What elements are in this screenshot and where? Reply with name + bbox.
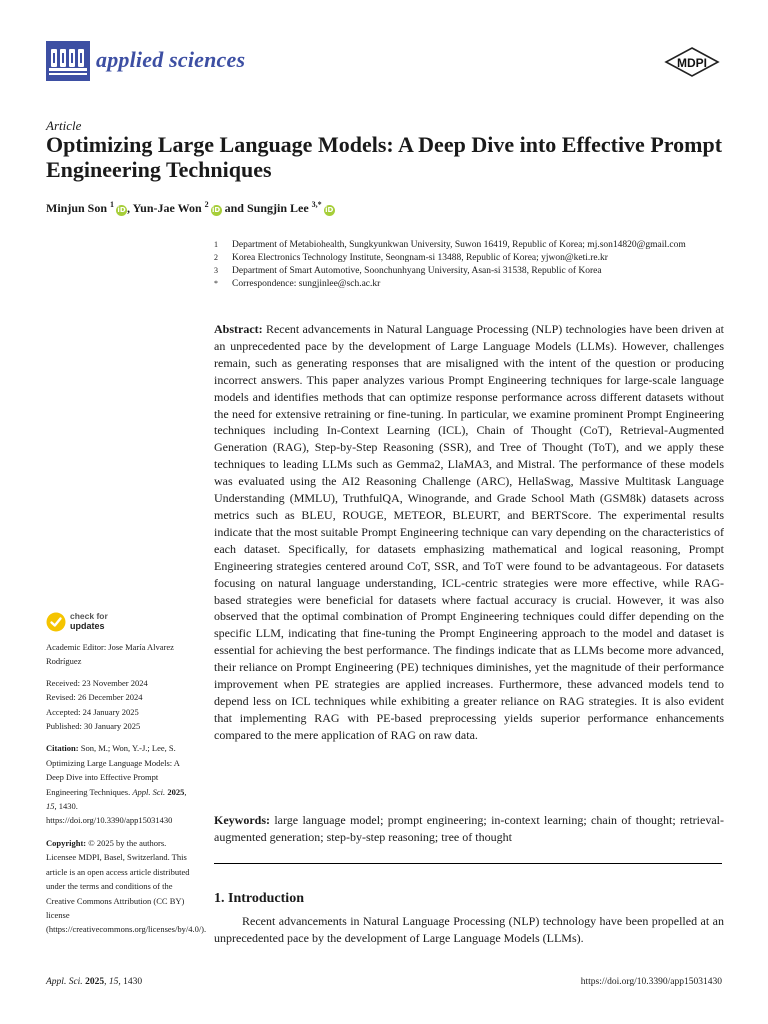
affiliations <box>214 239 724 291</box>
affiliation-text: Korea Electronics Technology Institute, Seongnam-si 13488, Republic of Korea; yjwon@keti.re.kr <box>232 253 608 263</box>
section-divider <box>214 863 722 864</box>
affiliation-mark: 1 <box>214 240 218 249</box>
article-title: Optimizing Large Language Models: A Deep Dive into Effective Prompt Engineering Techniques <box>46 132 723 182</box>
author-separator: and <box>221 201 247 215</box>
check-updates-icon <box>46 612 66 632</box>
affiliation-item <box>214 278 724 291</box>
citation-text: Son, M.; Won, Y.-J.; Lee, S. Optimizing Large Language Models: A Deep Dive into Effective Prompt Engineering Techniques. <box>46 743 180 797</box>
section-body: Recent advancements in Natural Language Processing (NLP) technology have been propelled at an unprecedented pace by the development of Large Language Models (LLMs). <box>214 914 724 945</box>
academic-editor: Academic Editor: Jose María Alvarez Rodríguez <box>46 642 174 667</box>
section-heading: 1. Introduction <box>214 891 304 906</box>
citation-volume: 15 <box>46 801 55 812</box>
journal-name[interactable]: applied sciences <box>96 47 246 72</box>
affiliation-item <box>214 239 724 252</box>
author-list <box>46 200 335 216</box>
footer-doi-link[interactable]: https://doi.org/10.3390/app15031430 <box>580 977 722 987</box>
citation-doi[interactable]: , 1430. https://doi.org/10.3390/app15031430 <box>46 801 173 826</box>
citation-year: 2025 <box>167 786 185 797</box>
orcid-icon[interactable]: iD <box>212 206 221 214</box>
article-type: Article <box>46 118 82 133</box>
author-name: Sungjin Lee <box>246 201 309 215</box>
footer-article: , 1430 <box>118 977 143 987</box>
author-separator: , <box>127 201 133 215</box>
affiliation-text: Correspondence: sungjinlee@sch.ac.kr <box>232 279 381 289</box>
affiliation-mark: 3 <box>214 266 218 275</box>
citation-journal: Appl. Sci. <box>132 786 166 797</box>
orcid-icon[interactable]: iD <box>325 206 334 214</box>
citation: Citation: Son, M.; Won, Y.-J.; Lee, S. Optimizing Large Language Models: A Deep Dive into Effective Prompt Engineering Techniques. Appl. Sci. 2025, 15, 1430. https://doi.org/10.3390/app15031430 <box>46 743 187 826</box>
copyright-label: Copyright: <box>46 837 87 848</box>
affiliation-mark: * <box>214 279 218 288</box>
mdpi-logo-icon[interactable] <box>662 46 722 80</box>
published-date: Published: 30 January 2025 <box>46 721 141 732</box>
keywords-text: large language model; prompt engineering; in-context learning; chain of thought; retrieval-augmented generation; step-by-step reasoning; tree of thought <box>214 813 724 844</box>
journal-logo-icon <box>46 41 90 81</box>
footer-journal: Appl. Sci. <box>46 977 83 987</box>
abstract <box>214 321 724 744</box>
affiliation-text: Department of Smart Automotive, Soonchunhyang University, Asan-si 31538, Republic of Korea <box>232 266 602 276</box>
author-affiliation-mark: 3,* <box>311 200 322 209</box>
affiliation-item <box>214 265 724 278</box>
footer-citation: Appl. Sci. 2025, 15, 1430 <box>46 977 143 987</box>
accepted-date: Accepted: 24 January 2025 <box>46 706 139 717</box>
orcid-icon[interactable]: iD <box>117 206 126 214</box>
footer-year: 2025 <box>85 977 105 987</box>
check-updates-line1: check for <box>70 611 108 621</box>
author-affiliation-mark: 2 <box>204 200 209 209</box>
affiliation-text: Department of Metabiohealth, Sungkyunkwan University, Suwon 16419, Republic of Korea; mj.son14820@gmail.com <box>232 240 686 250</box>
author-name: Minjun Son <box>46 201 108 215</box>
copyright-text: © 2025 by the authors. Licensee MDPI, Basel, Switzerland. This article is an open access article distributed under the terms and conditions of the Creative Commons Attribution (CC BY) license (https://creativecommons.org/licenses/by/4.0/). <box>46 837 207 935</box>
received-date: Received: 23 November 2024 <box>46 677 148 688</box>
check-for-updates-button[interactable] <box>46 612 146 634</box>
citation-label: Citation: <box>46 743 79 754</box>
author-affiliation-mark: 1 <box>110 200 115 209</box>
check-updates-line2: updates <box>70 620 105 631</box>
affiliation-item <box>214 252 724 265</box>
affiliation-mark: 2 <box>214 253 218 262</box>
copyright <box>46 836 207 937</box>
abstract-text: Recent advancements in Natural Language Processing (NLP) technologies have been driven at an unprecedented pace by the development of Large Language Models (LLMs). However, challenges remain, such as generating responses that are misaligned with the intent of the question or producing incorrect answers. This paper analyzes various Prompt Engineering techniques for large-scale language models and identifies methods that can optimize response performance across different datasets without the need for extensive retraining or fine-tuning. In particular, we examine prominent Prompt Engineering techniques including In-Context Learning (ICL), Chain of Thought (CoT), Retrieval-Augmented Generation (RAG), Step-by-Step Reasoning (SSR), and Tree of Thought (ToT), and we apply these techniques to leading LLMs such as Gemma2, LlaMA3, and Mistral. The performance of these models was evaluated using the AI2 Reasoning Challenge (ARC), HellaSwag, Massive Multitask Language Understanding (MMLU), TruthfulQA, Winogrande, and Grade School Math (GSM8k) datasets across metrics such as BLEU, ROUGE, METEOR, BLEURT, and BERTScore. The experimental results indicate that the most suitable Prompt Engineering technique can vary depending on the characteristics of each dataset. Specifically, for datasets emphasizing mathematical and logical reasoning, Prompt Engineering strategies centered around CoT, SSR, and ToT were found to be advantageous. For datasets focusing on natural language understanding, ICL-centric strategies were more effective, while RAG-based strategies were beneficial for datasets where factual accuracy is crucial. However, it was also observed that the optimal combination of Prompt Engineering techniques could differ depending on the specific LLM, indicating that fine-tuning the Prompt Engineering approach to the model and dataset is essential for achieving the best performance. The findings indicate that as LLMs become more advanced, their reliance on Prompt Engineering (PE) techniques diminishes, yet the magnitude of their performance improvement when PE strategies are applied increases. Furthermore, these advanced models tend to depend less on ICL techniques while exhibiting a greater reliance on RAG strategies. It is also evident that implementing RAG with PE-based preprocessing yields superior performance enhancements compared to the mere application of RAG on raw data. <box>214 322 725 742</box>
publisher-name: MDPI <box>677 56 707 70</box>
keywords-label: Keywords: <box>214 813 270 827</box>
keywords <box>214 812 724 846</box>
article-info-sidebar <box>46 640 207 937</box>
revised-date: Revised: 26 December 2024 <box>46 692 143 703</box>
footer-volume: 15 <box>108 977 119 987</box>
author-name: Yun-Jae Won <box>132 201 202 215</box>
abstract-label: Abstract: <box>214 322 263 336</box>
